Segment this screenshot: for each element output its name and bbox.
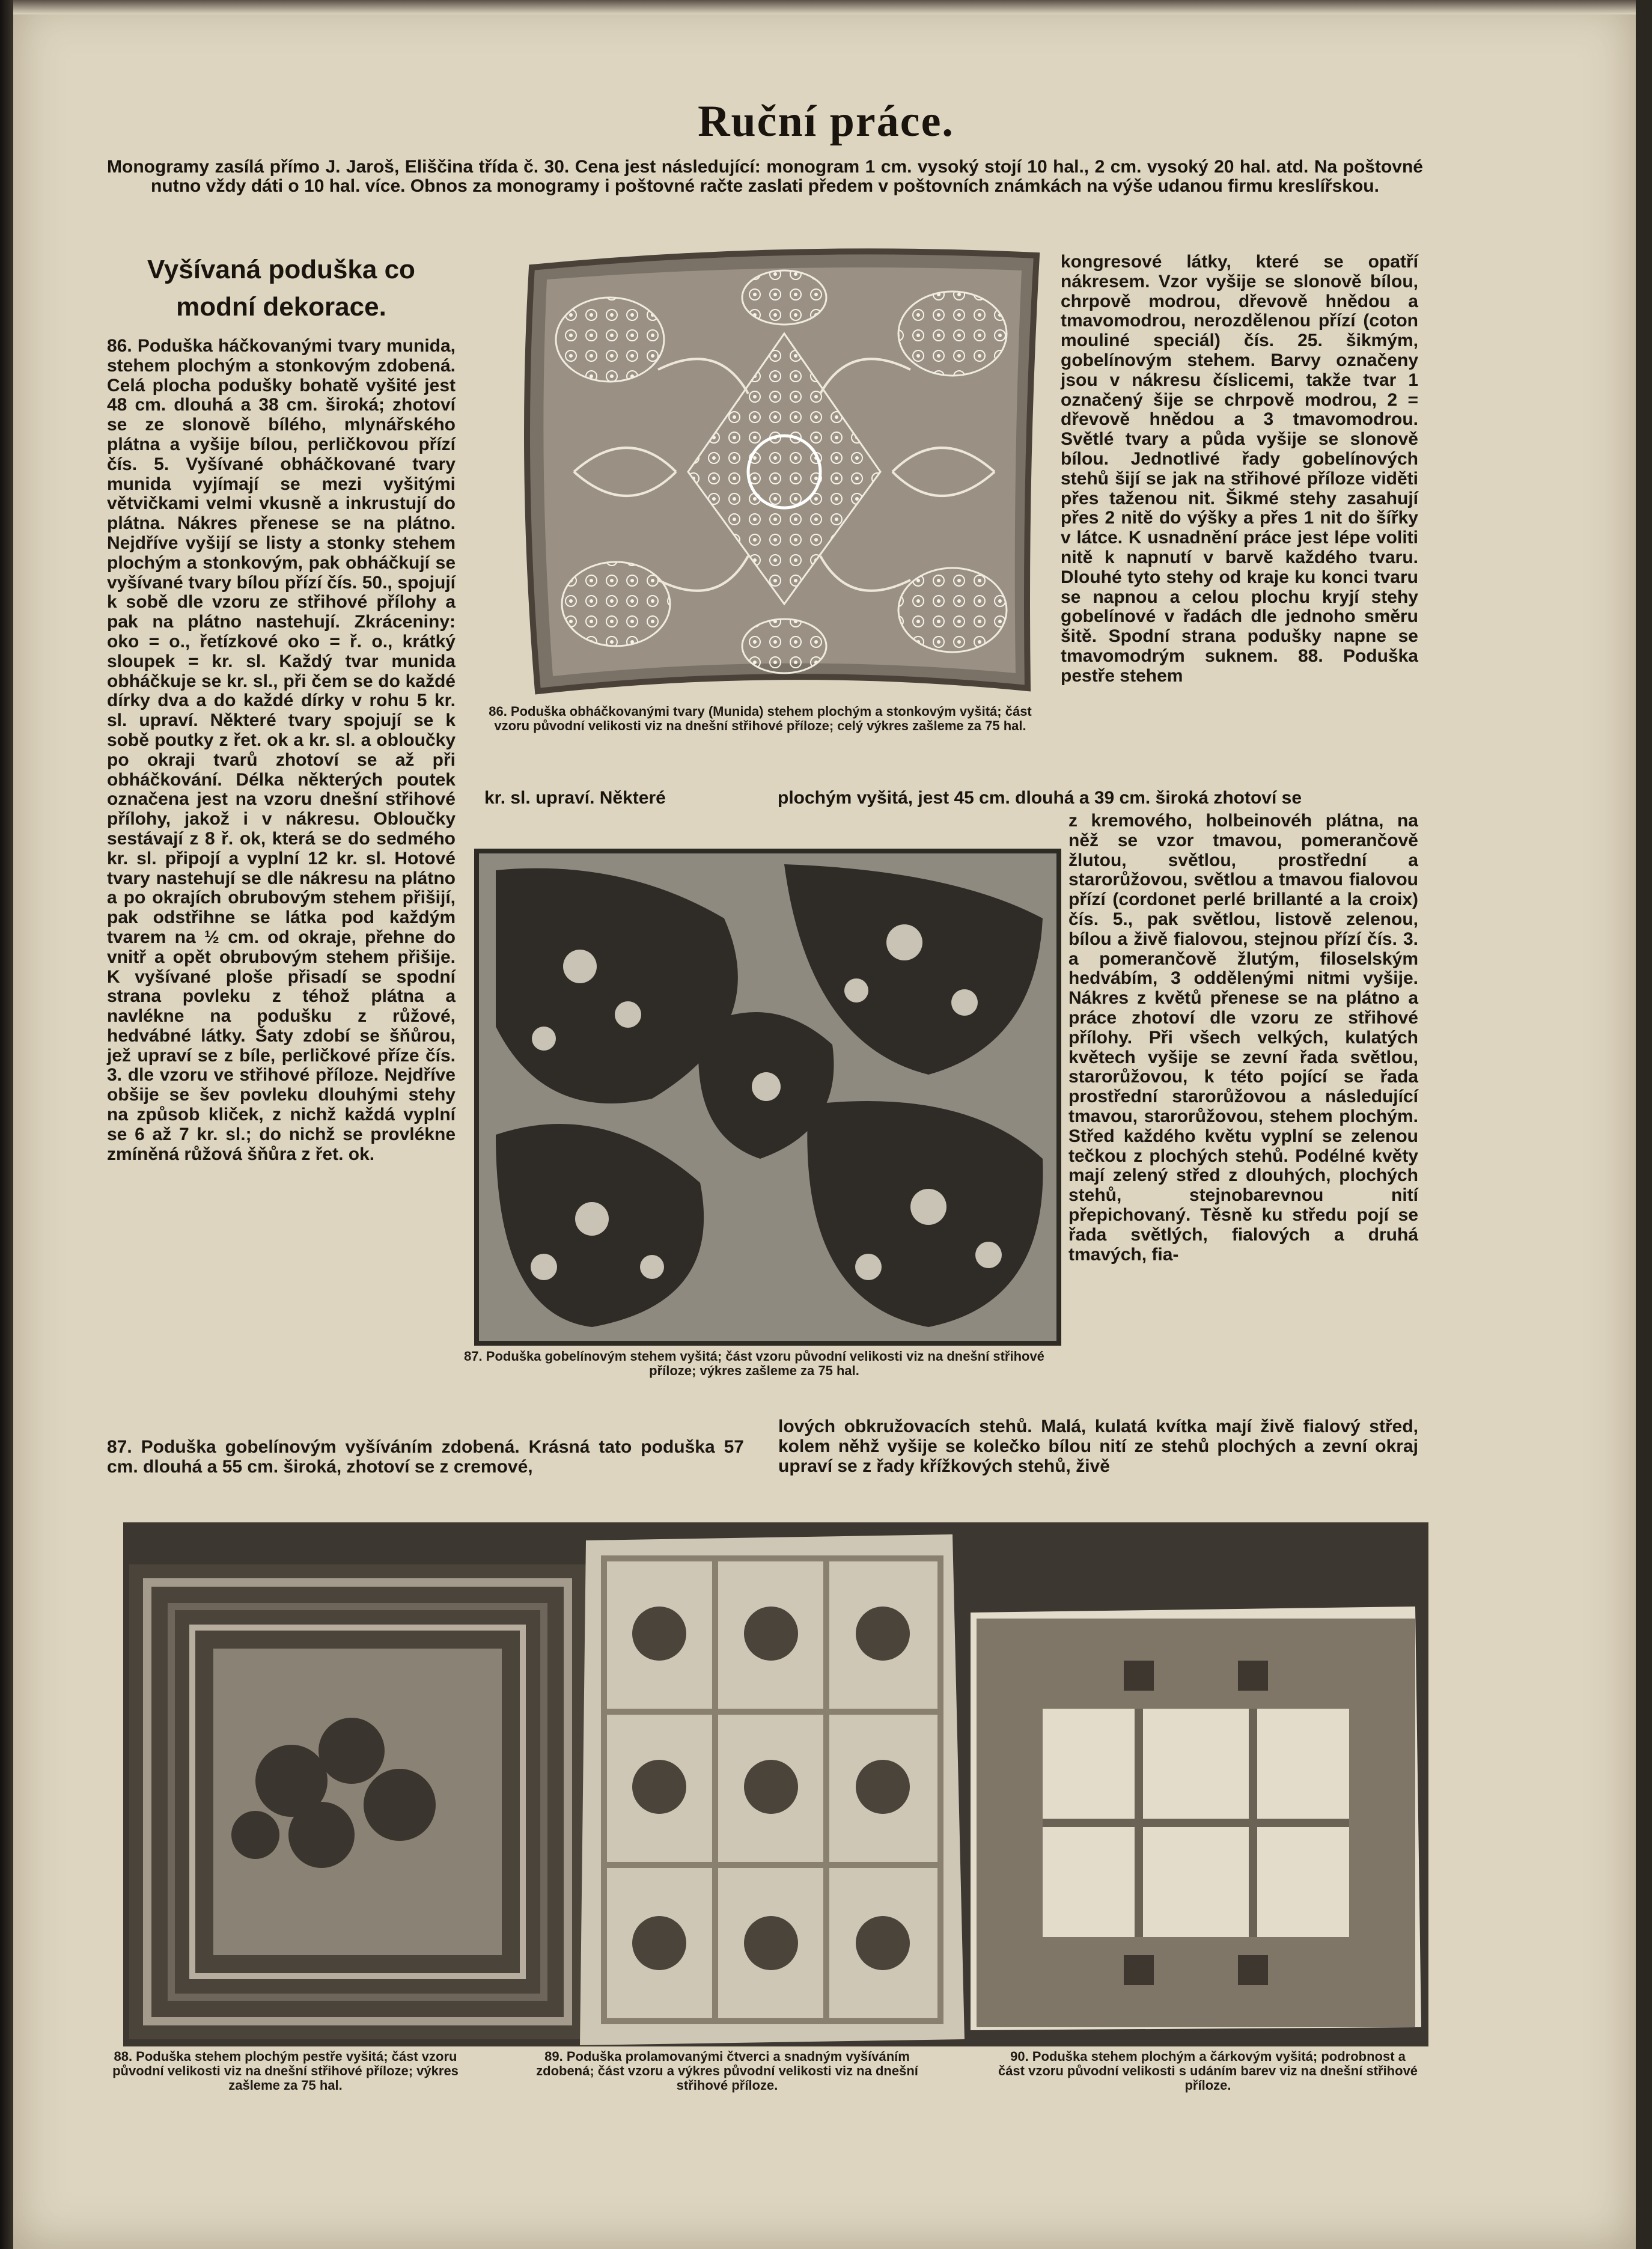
figures-88-90-photo [123, 1522, 1428, 2046]
paragraph-87: 87. Poduška gobelínovým vyšíváním zdobená. Krásná tato poduška 57 cm. dlouhá a 55 cm. široká, zhotoví se z cremové, [107, 1437, 744, 1477]
span-line-part2: plochým vyšitá, jest 45 cm. dlouhá a 39 cm. široká zhotoví se [778, 788, 1302, 808]
column-right-mid-text: z kremového, holbeinovéh plátna, na něž se vzor tmavou, pomerančově žlutou, světlou, prostřední a starorůžovou, světlou a tmavou fialovou přízí (cordonet perlé brillanté a la croix) čís. 5., pak světlou, listově zelenou, bílou a živě fialovou, stejnou přízí čís. 3. a pomerančově žlutým, filoselským hedvábím, 3 oddělenými nitmi vyšije. Nákres z květů přenese se na plátno a práce zhotoví dle vzoru ze střihové přílohy. Při všech velkých, kulatých květech vyšije se zevní řada světlou, starorůžovou, k této pojící se řada prostřední starorůžovou a následující tmavou, starorůžovou, stehem plochým. Střed každého květu vyplní se zelenou tečkou z plochých stehů. Podélné květy mají zelený střed z dlouhých, plochých stehů, stejnobarevnou nití přepichovaný. Těsně ku středu pojí se řada světlých, fialových a druhá tmavých, fia- [1068, 811, 1418, 1265]
caption-fig87: 87. Poduška gobelínovým stehem vyšitá; část vzoru původní velikosti viz na dnešní střihové příloze; výkres zašleme za 75 hal. [464, 1349, 1044, 1378]
figure-89-openwork-pillow [580, 1534, 965, 2045]
figure-88-striped-pillow [129, 1564, 586, 2039]
figure-87-gobelin-pillow [472, 846, 1064, 1348]
book-binding-edge [0, 0, 13, 2249]
caption-fig88: 88. Poduška stehem plochým pestře vyšitá; část vzoru původní velikosti viz na dnešní střihové příloze; výkres zašleme za 75 hal. [112, 2049, 459, 2093]
page-title: Ruční práce. [698, 97, 954, 146]
column-right-bottom-text: lových obkružovacích stehů. Malá, kulatá kvítka mají živě fialový střed, kolem něhž vyšije se kolečko bílou nití ze stehů plochých a zevní okraj upraví se z řady křížkových stehů, živě [778, 1417, 1418, 1476]
caption-fig90: 90. Poduška stehem plochým a čárkovým vyšitá; podrobnost a část vzoru původní velikosti s udáním barev viz na dnešní střihové příloze. [998, 2049, 1418, 2093]
monogram-notice: Monogramy zasílá přímo J. Jaroš, Eliščina třída č. 30. Cena jest následující: monogram 1 cm. vysoký stojí 10 hal., 2 cm. vysoký 20 hal. atd. Na poštovné nutno vždy dáti o 10 hal. více. Obnos za monogramy i poštovné račte zaslati předem v poštovních známkách na výše udanou firmu kreslířskou. [107, 157, 1423, 196]
span-line-part1: kr. sl. upraví. Některé [484, 788, 666, 808]
figure-86-lace-pillow [520, 243, 1049, 703]
caption-fig89: 89. Poduška prolamovanými čtverci a snadným vyšíváním zdobená; část vzoru a výkres původní velikosti viz na dnešní střihové příloze. [536, 2049, 918, 2093]
article-heading: Vyšívaná poduška co modní dekorace. [147, 255, 415, 322]
caption-fig86: 86. Poduška obháčkovanými tvary (Munida) stehem plochým a stonkovým vyšitá; část vzoru původní velikosti viz na dnešní střihové příloze; celý výkres zašleme za 75 hal. [489, 704, 1032, 733]
page-top-shadow [13, 0, 1636, 14]
figure-90-grid-pillow [971, 1607, 1421, 2030]
column-right-top-text: kongresové látky, které se opatří nákresem. Vzor vyšije se slonově bílou, chrpově modrou, dřevově hnědou a tmavomodrou, nerozdělenou přízí (coton mouliné speciál) čís. 25. šikmým, gobelínovým stehem. Barvy označeny jsou v nákresu číslicemi, takže tvar 1 označený šije se chrpově modrou, 2 = dřevově hnědou a 3 tmavomodrou. Světlé tvary a půda vyšije se slonově bílou. Jednotlivé řady gobelínových stehů šijí se jak na střihové příloze viděti přes taženou nit. Šikmé stehy zasahují přes 2 nitě do výšky a přes 1 nit do šířky v látce. K usnadnění práce jest lépe voliti nitě k napnutí v barvě každého tvaru. Dlouhé tyto stehy od kraje ku konci tvaru se napnou a celou plochu kryjí stehy gobelínové v řadách dle jednoho směru šitě. Spodní strana podušky napne se tmavomodrým suknem. 88. Poduška pestře stehem [1061, 252, 1418, 686]
column-left-text: 86. Poduška háčkovanými tvary munida, stehem plochým a stonkovým zdobená. Celá plocha podušky bohatě vyšité jest 48 cm. dlouhá a 38 cm. široká; zhotoví se ze slonově bílého, mlynářského plátna a vyšije bílou, perličkovou přízí čís. 5. Vyšívané obháčkované tvary munida vyjímají se mezi vyšitými větvičkami velmi vkusně a inkrustují do plátna. Nákres přenese se na plátno. Nejdříve vyšijí se listy a stonky stehem plochým a stonkovým, pak obháčkují se vyšívané tvary bílou přízí čís. 50., spojují k sobě dle vzoru ze střihové přílohy a pak na plátno nastehují. Zkráceniny: oko = o., řetízkové oko = ř. o., krátký sloupek = kr. sl. Každý tvar munida obháčkuje se kr. sl., při čem se do každé dírky dva a do každé dírky v rohu 5 kr. sl. upraví. Některé tvary spojují se k sobě poutky z řet. ok a kr. sl. a obloučky po okraji tvarů zhotoví se až při obháčkování. Délka některých poutek označena jest na vzoru dnešní střihové přílohy, jakož i v nákresu. Obloučky sestávají z 8 ř. ok, která se do sedmého kr. sl. připojí a vyplní 12 kr. sl. Hotové tvary nastehují se dle nákresu na plátno a po okrajích obrubovým stehem přišijí, pak odstřihne se látka pod každým tvarem na ½ cm. od okraje, přehne do vnitř a opět obrubovým stehem přišije. K vyšívané ploše přisadí se spodní strana povleku z téhož plátna a navlékne na podušku z růžové, hedvábné látky. Šaty zdobí se šňůrou, jež upraví se z bíle, perličkové příze čís. 3. dle vzoru ve střihové příloze. Nejdříve obšije se šev povleku dlouhými stehy na způsob kliček, z nichž každá vyplní se 6 až 7 kr. sl.; do nichž se provlékne zmíněná růžová šňůra z řet. ok. [107, 336, 456, 1164]
